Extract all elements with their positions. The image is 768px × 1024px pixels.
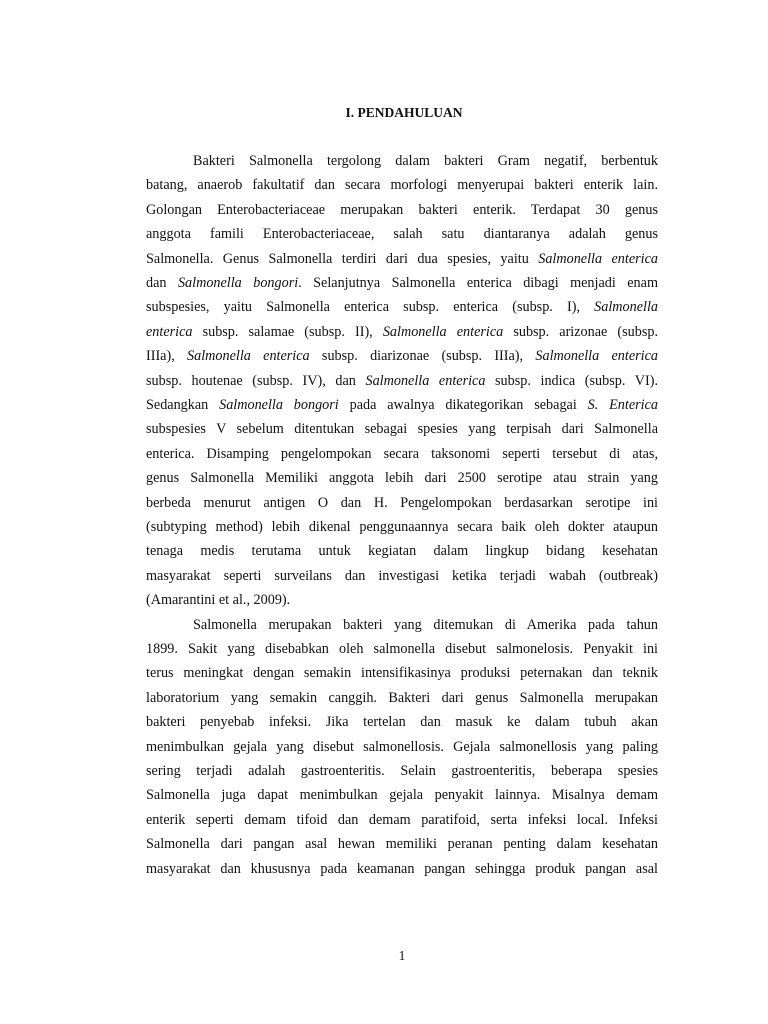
text-segment: batang, anaerob fakultatif dan secara morfologi menyerupai bakteri enterik lain. — [146, 177, 658, 194]
italic-text: Salmonella bongori — [219, 397, 339, 413]
text-line — [146, 297, 658, 317]
italic-text: Salmonella enterica — [535, 348, 658, 365]
text-line — [193, 151, 658, 171]
italic-text: enterica — [146, 323, 193, 340]
text-line — [146, 590, 658, 610]
text-segment: bakteri penyebab infeksi. Jika tertelan dan masuk ke dalam tubuh akan — [146, 714, 658, 731]
text-line — [146, 346, 658, 366]
text-segment: laboratorium yang semakin canggih. Bakteri dari genus Salmonella merupakan — [146, 689, 658, 706]
text-line — [146, 200, 658, 220]
text-line — [146, 419, 658, 439]
text-segment: enterica. Disamping pengelompokan secara taksonomi seperti tersebut di atas, — [146, 445, 658, 462]
text-line — [146, 688, 658, 708]
text-line — [146, 834, 658, 854]
italic-text: Salmonella bongori — [177, 275, 299, 291]
text-segment: Golongan Enterobacteriaceae merupakan bakteri enterik. Terdapat 30 genus — [146, 201, 658, 218]
text-segment: Salmonella. Genus Salmonella terdiri dari dua spesies, yaitu — [146, 250, 539, 267]
text-segment: subsp. houtenae (subsp. IV), dan — [146, 372, 366, 389]
text-segment: subsp. salamae (subsp. II), — [192, 323, 383, 340]
text-line — [146, 224, 658, 244]
text-segment: (Amarantini et al., 2009). — [146, 592, 291, 609]
text-segment: enterik seperti demam tifoid dan demam paratifoid, serta infeksi local. Infeksi — [146, 811, 658, 828]
text-line — [146, 541, 658, 561]
text-line — [146, 273, 658, 293]
italic-text: S. Enterica — [587, 397, 658, 413]
text-line — [146, 444, 658, 464]
page-number: 1 — [398, 948, 406, 963]
text-line — [146, 493, 658, 513]
italic-text: Salmonella enterica — [187, 348, 310, 365]
text-line — [146, 737, 658, 757]
text-segment: IIIa), — [146, 348, 188, 365]
italic-text: Salmonella enterica — [365, 372, 486, 389]
italic-text: Salmonella enterica — [382, 323, 504, 340]
text-line — [193, 615, 658, 635]
italic-text: Salmonella — [594, 299, 658, 316]
text-segment: sering terjadi adalah gastroenteritis. Selain gastroenteritis, beberapa spesies — [146, 763, 658, 779]
text-line — [146, 810, 658, 830]
text-segment: Bakteri Salmonella tergolong dalam bakteri Gram negatif, berbentuk — [193, 153, 658, 169]
text-segment: menimbulkan gejala yang disebut salmonellosis. Gejala salmonellosis yang paling — [146, 738, 658, 755]
text-line — [146, 859, 658, 879]
text-line — [146, 785, 658, 805]
text-segment: subsp. arizonae (subsp. — [503, 323, 659, 340]
text-segment: Sedangkan — [146, 397, 220, 413]
text-segment: subspesies V sebelum ditentukan sebagai spesies yang terpisah dari Salmonella — [146, 421, 658, 438]
text-segment: masyarakat dan khususnya pada keamanan pangan sehingga produk pangan asal — [146, 860, 658, 877]
text-line — [146, 468, 658, 488]
text-segment: pada awalnya dikategorikan sebagai — [338, 397, 588, 413]
text-line — [146, 712, 658, 732]
text-line — [146, 639, 658, 659]
text-line — [146, 761, 658, 781]
section-heading: I. PENDAHULUAN — [345, 105, 463, 120]
text-line — [146, 175, 658, 195]
text-segment: 1899. Sakit yang disebabkan oleh salmonella disebut salmonelosis. Penyakit ini — [146, 641, 658, 657]
text-segment: Salmonella merupakan bakteri yang ditemukan di Amerika pada tahun — [193, 616, 658, 633]
text-segment: Salmonella dari pangan asal hewan memiliki peranan penting dalam kesehatan — [146, 836, 658, 853]
text-line — [146, 249, 658, 269]
text-segment: berbeda menurut antigen O dan H. Pengelompokan berdasarkan serotipe ini — [146, 494, 658, 511]
text-segment: (subtyping method) lebih dikenal penggunaannya secara baik oleh dokter ataupun — [146, 519, 658, 535]
text-segment: subsp. diarizonae (subsp. IIIa), — [309, 348, 536, 365]
text-segment: subspesies, yaitu Salmonella enterica subsp. enterica (subsp. I), — [146, 299, 595, 316]
text-line — [146, 395, 658, 415]
text-segment: genus Salmonella Memiliki anggota lebih dari 2500 serotipe atau strain yang — [146, 470, 658, 487]
text-line — [146, 566, 658, 586]
text-segment: dan — [146, 275, 178, 291]
italic-text: Salmonella enterica — [538, 250, 658, 267]
text-line — [146, 322, 658, 342]
text-segment: . Selanjutnya Salmonella enterica dibagi menjadi enam — [298, 275, 658, 291]
text-segment: Salmonella juga dapat menimbulkan gejala penyakit lainnya. Misalnya demam — [146, 787, 658, 804]
text-line — [146, 663, 658, 683]
text-segment: terus meningkat dengan semakin intensifikasinya produksi peternakan dan teknik — [146, 665, 658, 682]
text-segment: anggota famili Enterobacteriaceae, salah satu diantaranya adalah genus — [146, 226, 658, 243]
text-segment: subsp. indica (subsp. VI). — [485, 372, 658, 389]
text-line — [146, 371, 658, 391]
text-segment: masyarakat seperti surveilans dan investigasi ketika terjadi wabah (outbreak) — [146, 567, 658, 584]
text-line — [146, 517, 658, 537]
text-segment: tenaga medis terutama untuk kegiatan dalam lingkup bidang kesehatan — [146, 543, 658, 560]
